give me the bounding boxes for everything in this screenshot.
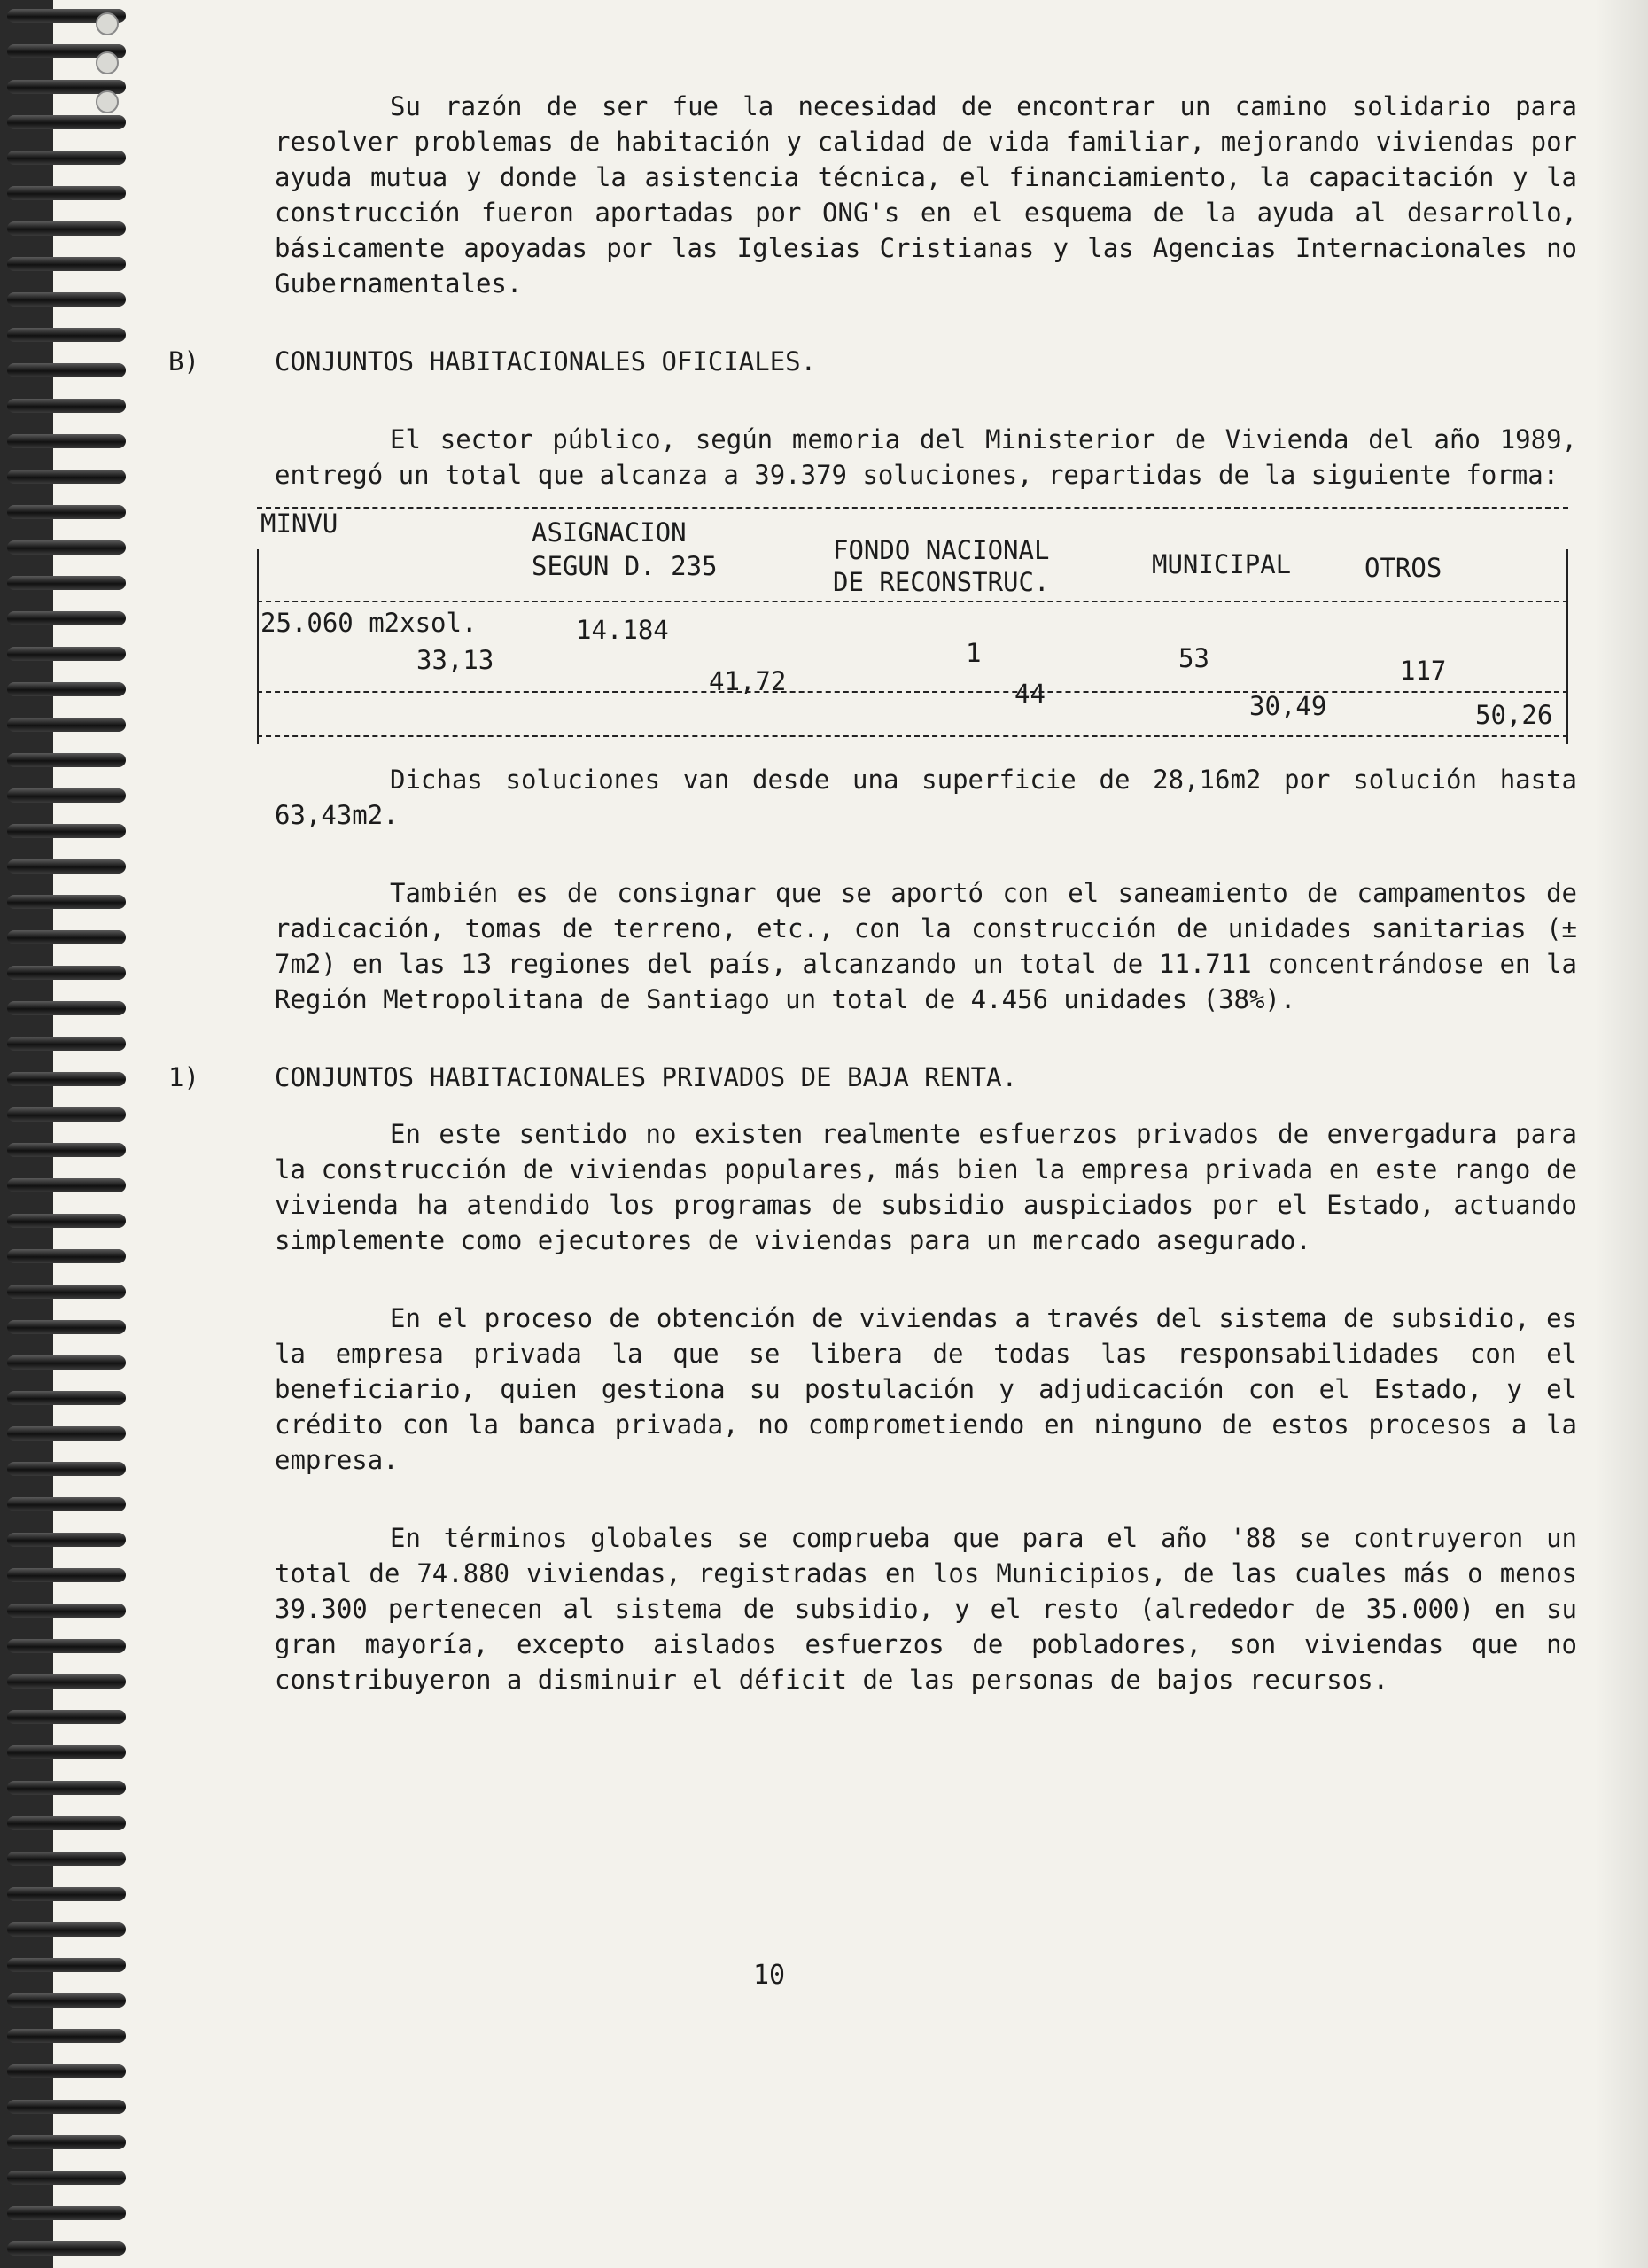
- binding-coil: [7, 824, 126, 838]
- binding-coil: [7, 470, 126, 484]
- binding-coil: [7, 1320, 126, 1334]
- value-municipal: 53: [1178, 643, 1209, 673]
- binding-coil: [7, 540, 126, 555]
- header-fondo: FONDO NACIONAL: [833, 535, 1050, 565]
- binding-coil: [7, 1285, 126, 1299]
- binding-coil: [7, 1887, 126, 1901]
- value-fondo: 1: [966, 638, 982, 668]
- punch-hole: [96, 12, 119, 35]
- binding-coil: [7, 1391, 126, 1405]
- binding-coil: [7, 2064, 126, 2078]
- binding-coil: [7, 151, 126, 165]
- table-right-border: [1566, 549, 1568, 744]
- table-row-rule: [257, 691, 1568, 693]
- binding-coil: [7, 966, 126, 980]
- header-otros: OTROS: [1364, 553, 1442, 583]
- binding-coil: [7, 257, 126, 271]
- binding-coil: [7, 1533, 126, 1547]
- page-number: 10: [753, 1960, 786, 1991]
- header-minvu: MINVU: [260, 509, 338, 539]
- binding-coil: [7, 2135, 126, 2149]
- binding-coil: [7, 611, 126, 625]
- binding-coil: [7, 221, 126, 236]
- binding-coil: [7, 2241, 126, 2256]
- binding-coil: [7, 1249, 126, 1263]
- binding-coil: [7, 753, 126, 767]
- intro-paragraph: Su razón de ser fue la necesidad de encontrar un camino solidario para resolver problemas de habitación y calidad de vida familiar, mejorando viviendas por ayuda mutua y donde la asistencia técnica, el financiamiento, la capacitación y la construcción fueron aportadas por ONG's en el esquema de la ayuda al desarrollo, básicamente apoyadas por las Iglesias Cristianas y las Agencias Internacionales no Gubernamentales.: [275, 91, 1577, 299]
- binding-coil: [7, 434, 126, 448]
- solutions-paragraph: Dichas soluciones van desde una superficie de 28,16m2 por solución hasta 63,43m2.: [275, 765, 1577, 830]
- section-c-heading: CONJUNTOS HABITACIONALES PRIVADOS DE BAJA RENTA.: [275, 1062, 1018, 1092]
- binding-coil: [7, 1497, 126, 1511]
- binding-coil: [7, 2171, 126, 2185]
- binding-coil: [7, 505, 126, 519]
- punch-hole: [96, 51, 119, 74]
- binding-coil: [7, 2029, 126, 2043]
- value-otros-sub: 50,26: [1475, 700, 1553, 730]
- binding-coil: [7, 647, 126, 661]
- value-otros: 117: [1400, 656, 1447, 686]
- header-asignacion: ASIGNACION: [532, 517, 687, 548]
- value-fondo-sub: 44: [1014, 679, 1046, 709]
- binding-coil: [7, 1462, 126, 1476]
- binding-coil: [7, 2100, 126, 2114]
- binding-coil: [7, 1178, 126, 1192]
- binding-coil: [7, 115, 126, 129]
- binding-coil: [7, 1604, 126, 1618]
- value-minvu: 25.060 m2xsol.: [260, 608, 478, 638]
- binding-coil: [7, 1781, 126, 1795]
- binding-coil: [7, 859, 126, 874]
- binding-coil: [7, 1745, 126, 1759]
- section-b-marker: B): [168, 346, 199, 377]
- table-bottom-rule: [257, 735, 1568, 737]
- section-b-heading: CONJUNTOS HABITACIONALES OFICIALES.: [275, 346, 817, 377]
- binding-coil: [7, 292, 126, 307]
- document-page: [53, 0, 1648, 2268]
- spiral-binding: [0, 0, 133, 2268]
- punch-hole: [96, 90, 119, 113]
- binding-coil: [7, 930, 126, 944]
- section-b-paragraph: El sector público, según memoria del Ministerior de Vivienda del año 1989, entregó un total que alcanza a 39.379 soluciones, repartidas de la siguiente forma:: [275, 424, 1577, 490]
- binding-coil: [7, 1674, 126, 1689]
- section-c-paragraph-1: En este sentido no existen realmente esfuerzos privados de envergadura para la construcción de viviendas populares, más bien la empresa privada en este rango de vivienda ha atendido los programas de subsidio auspiciados por el Estado, actuando simplemente como ejecutores de viviendas para un mercado asegurado.: [275, 1119, 1577, 1255]
- section-c-header: [168, 1060, 1577, 1095]
- binding-coil: [7, 1993, 126, 2008]
- binding-coil: [7, 399, 126, 413]
- section-c-marker: 1): [168, 1062, 199, 1092]
- binding-coil: [7, 1922, 126, 1937]
- saneamiento-paragraph: También es de consignar que se aportó con el saneamiento de campamentos de radicación, tomas de terreno, etc., con la construcción de unidades sanitarias (± 7m2) en las 13 regiones del país, alcanzando un total de 11.711 concentrándose en la Región Metropolitana de Santiago un total de 4.456 unidades (38%).: [275, 878, 1577, 1014]
- binding-coil: [7, 1639, 126, 1653]
- binding-coil: [7, 682, 126, 696]
- section-b-header: [168, 344, 1577, 379]
- table-top-rule: [257, 507, 1568, 509]
- binding-coil: [7, 1001, 126, 1015]
- table-left-border: [257, 549, 259, 744]
- value-asignacion: 14.184: [576, 615, 669, 645]
- binding-coil: [7, 895, 126, 909]
- binding-coil: [7, 2206, 126, 2220]
- binding-coil: [7, 1107, 126, 1122]
- binding-coil: [7, 788, 126, 803]
- binding-coil: [7, 1355, 126, 1370]
- binding-coil: [7, 186, 126, 200]
- header-municipal: MUNICIPAL: [1152, 549, 1292, 579]
- section-c-paragraph-2: En el proceso de obtención de viviendas a través del sistema de subsidio, es la empresa privada la que se libera de todas las responsabilidades con el beneficiario, quien gestiona su postulación y adjudicación con el Estado, y el crédito con la banca privada, no comprometiendo en ninguno de estos procesos a la empresa.: [275, 1303, 1577, 1475]
- binding-coil: [7, 1214, 126, 1228]
- binding-coil: [7, 1710, 126, 1724]
- value-minvu-sub: 33,13: [416, 645, 494, 675]
- solutions-table: [257, 505, 1568, 753]
- binding-coil: [7, 1072, 126, 1086]
- binding-coil: [7, 1568, 126, 1582]
- binding-coil: [7, 718, 126, 732]
- binding-coil: [7, 1426, 126, 1441]
- binding-coil: [7, 1852, 126, 1866]
- binding-coil: [7, 363, 126, 377]
- value-municipal-sub: 30,49: [1249, 691, 1327, 721]
- binding-coil: [7, 1816, 126, 1830]
- binding-coil: [7, 328, 126, 342]
- page-body: [168, 89, 1577, 1697]
- binding-coil: [7, 576, 126, 590]
- section-c-paragraph-3: En términos globales se comprueba que para el año '88 se contruyeron un total de 74.880 viviendas, registradas en los Municipios, de las cuales más o menos 39.300 pertenecen al sistema de subsidio, y el resto (alrededor de 35.000) en su gran mayoría, excepto aislados esfuerzos de pobladores, son viviendas que no constribuyeron a disminuir el déficit de las personas de bajos recursos.: [275, 1523, 1577, 1695]
- header-fondo-sub: DE RECONSTRUC.: [833, 567, 1050, 597]
- value-asignacion-sub: 41,72: [709, 666, 787, 696]
- binding-coil: [7, 1958, 126, 1972]
- table-mid-rule: [257, 601, 1568, 602]
- binding-coil: [7, 1037, 126, 1051]
- header-asignacion-sub: SEGUN D. 235: [532, 551, 718, 581]
- binding-coil: [7, 1143, 126, 1157]
